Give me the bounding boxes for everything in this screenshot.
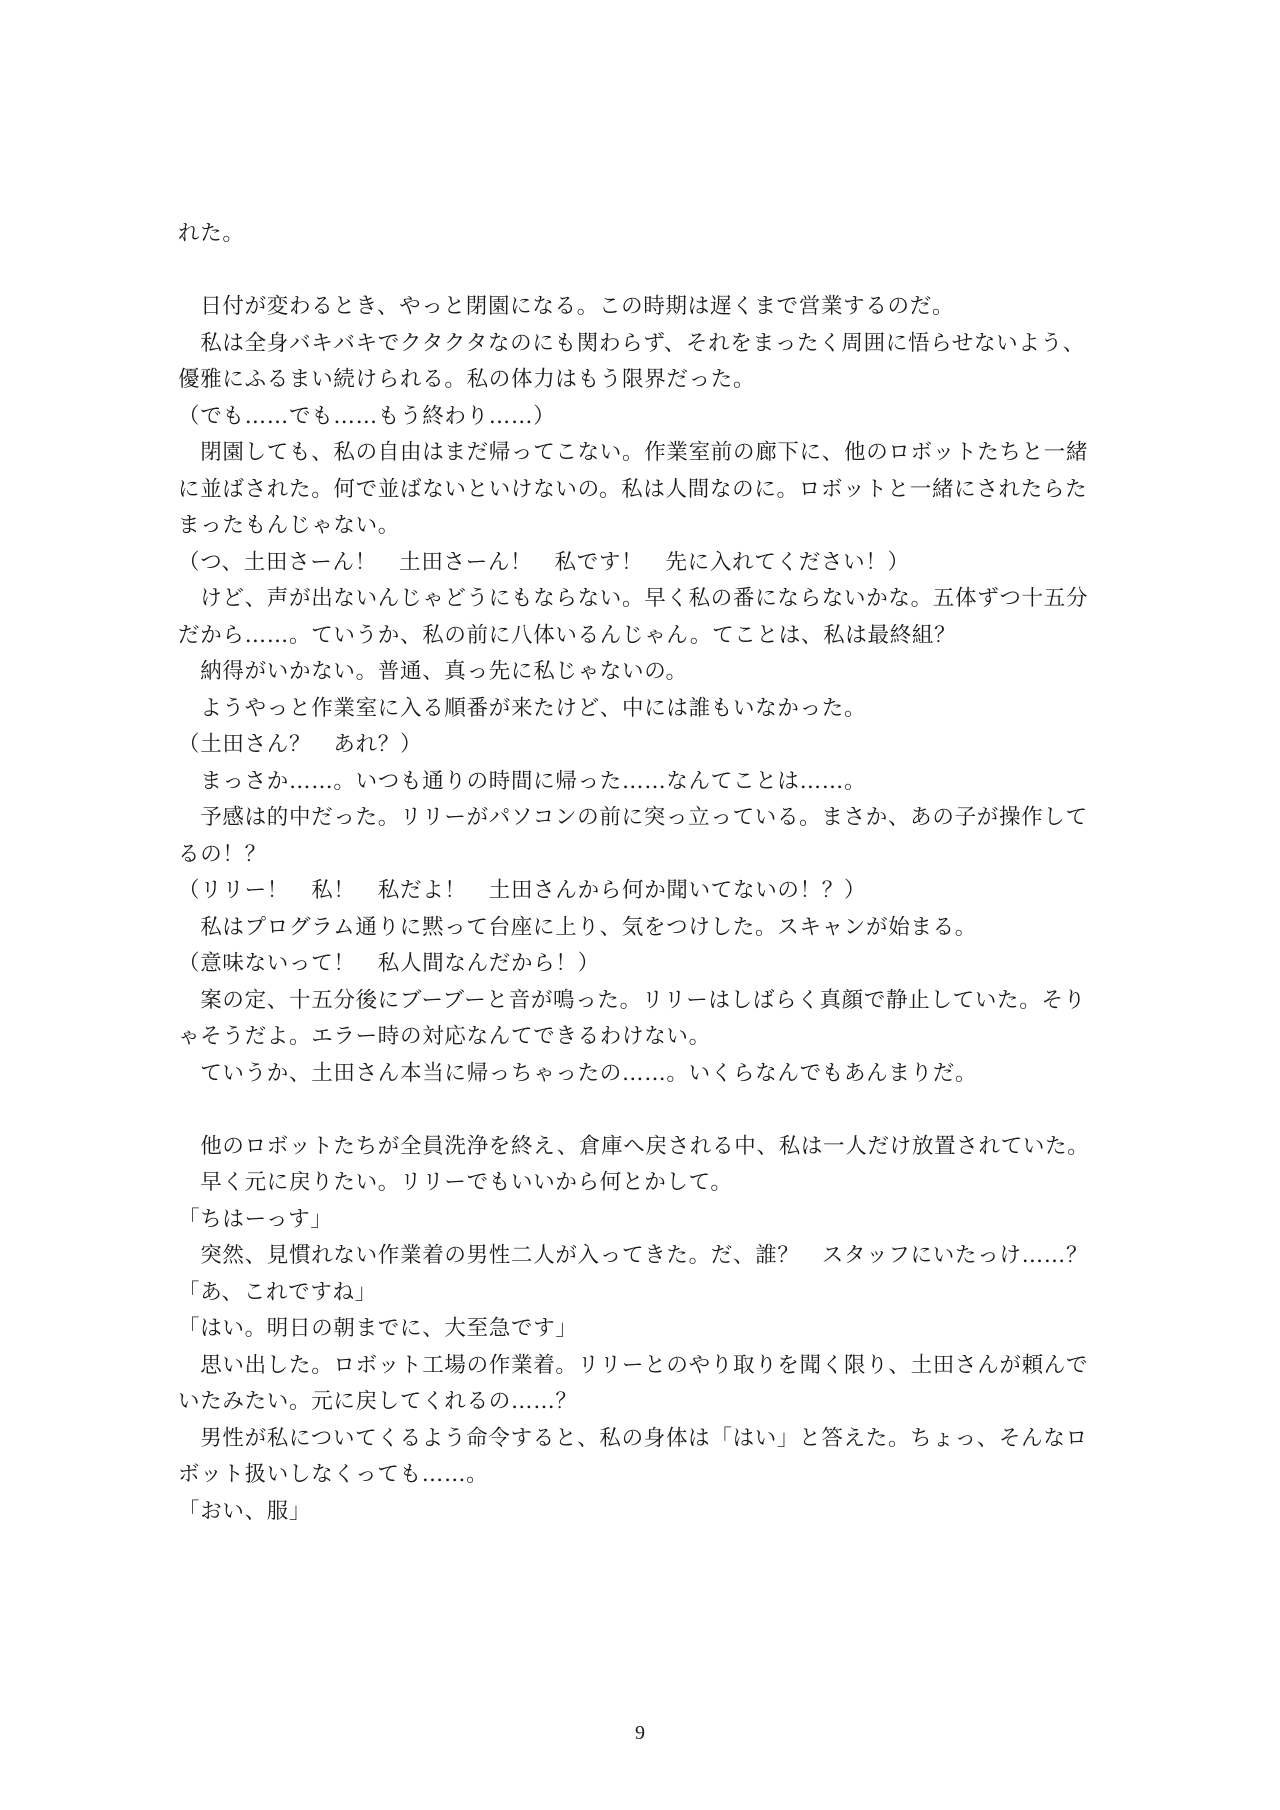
blank-line xyxy=(178,253,1118,290)
text-line: まっさか……。いつも通りの時間に帰った……なんてことは……。 xyxy=(178,768,867,794)
text-line: だから……。ていうか、私の前に八体いるんじゃん。てことは、私は最終組？ xyxy=(178,622,957,648)
blank-line xyxy=(178,1092,1118,1129)
text-line: 優雅にふるまい続けられる。私の体力はもう限界だった。 xyxy=(178,367,756,392)
text-line: 他のロボットたちが全員洗浄を終え、倉庫へ戻される中、私は一人だけ放置されていた。 xyxy=(178,1133,1090,1159)
text-line: ようやっと作業室に入る順番が来たけど、中には誰もいなかった。 xyxy=(178,695,867,721)
text-line: ゃそうだよ。エラー時の対応なんてできるわけない。 xyxy=(178,1024,711,1049)
text-line: 予感は的中だった。リリーがパソコンの前に突っ立っている。まさか、あの子が操作して xyxy=(178,805,1088,830)
page-number: 9 xyxy=(635,1722,645,1744)
text-line: （でも……でも……もう終わり……） xyxy=(178,403,556,429)
text-line: （リリー！ 私！ 私だよ！ 土田さんから何か聞いてないの！？） xyxy=(178,878,867,903)
text-line: 突然、見慣れない作業着の男性二人が入ってきた。だ、誰？ スタッフにいたっけ……？ xyxy=(178,1243,1089,1268)
text-line: 私は全身バキバキでクタクタなのにも関わらず、それをまったく周囲に悟らせないよう、 xyxy=(178,330,1085,356)
text-line: に並ばされた。何で並ばないといけないの。私は人間なのに。ロボットと一緒にされたらた xyxy=(178,476,1088,502)
text-line: まったもんじゃない。 xyxy=(178,513,401,538)
text-line: ボット扱いしなくっても……。 xyxy=(178,1462,489,1487)
text-line: れた。 xyxy=(178,221,245,246)
text-line: ていうか、土田さん本当に帰っちゃったの……。いくらなんでもあんまりだ。 xyxy=(178,1060,978,1086)
text-line: るの！？ xyxy=(178,841,267,867)
text-line: いたみたい。元に戻してくれるの……？ xyxy=(178,1389,578,1414)
text-line: 男性が私についてくるよう命令すると、私の身体は「はい」と答えた。ちょっ、そんなロ xyxy=(178,1425,1088,1451)
text-line: 「ちはーっす」 xyxy=(178,1206,333,1232)
text-line: 「おい、服」 xyxy=(178,1498,312,1524)
text-line: 思い出した。ロボット工場の作業着。リリーとのやり取りを聞く限り、土田さんが頼んで xyxy=(178,1352,1089,1378)
text-line: 「はい。明日の朝までに、大至急です」 xyxy=(178,1316,578,1341)
text-line: 閉園しても、私の自由はまだ帰ってこない。作業室前の廊下に、他のロボットたちと一緒 xyxy=(178,440,1089,465)
text-line: （土田さん？ あれ？） xyxy=(178,732,423,757)
text-line: 納得がいかない。普通、真っ先に私じゃないの。 xyxy=(178,659,688,684)
text-line: 早く元に戻りたい。リリーでもいいから何とかして。 xyxy=(178,1170,733,1195)
text-line: 私はプログラム通りに黙って台座に上り、気をつけした。スキャンが始まる。 xyxy=(178,914,977,940)
text-line: （意味ないって！ 私人間なんだから！） xyxy=(178,951,600,976)
text-line: 案の定、十五分後にブーブーと音が鳴った。リリーはしばらく真顔で静止していた。そり xyxy=(178,987,1086,1013)
text-line: 日付が変わるとき、やっと閉園になる。この時期は遅くまで営業するのだ。 xyxy=(178,294,955,319)
text-line: けど、声が出ないんじゃどうにもならない。早く私の番にならないかな。五体ずつ十五分 xyxy=(178,586,1089,611)
text-line: （つ、土田さーん！ 土田さーん！ 私です！ 先に入れてください！） xyxy=(178,549,910,575)
text-line: 「あ、これですね」 xyxy=(178,1279,377,1305)
page-body xyxy=(178,216,1118,1530)
